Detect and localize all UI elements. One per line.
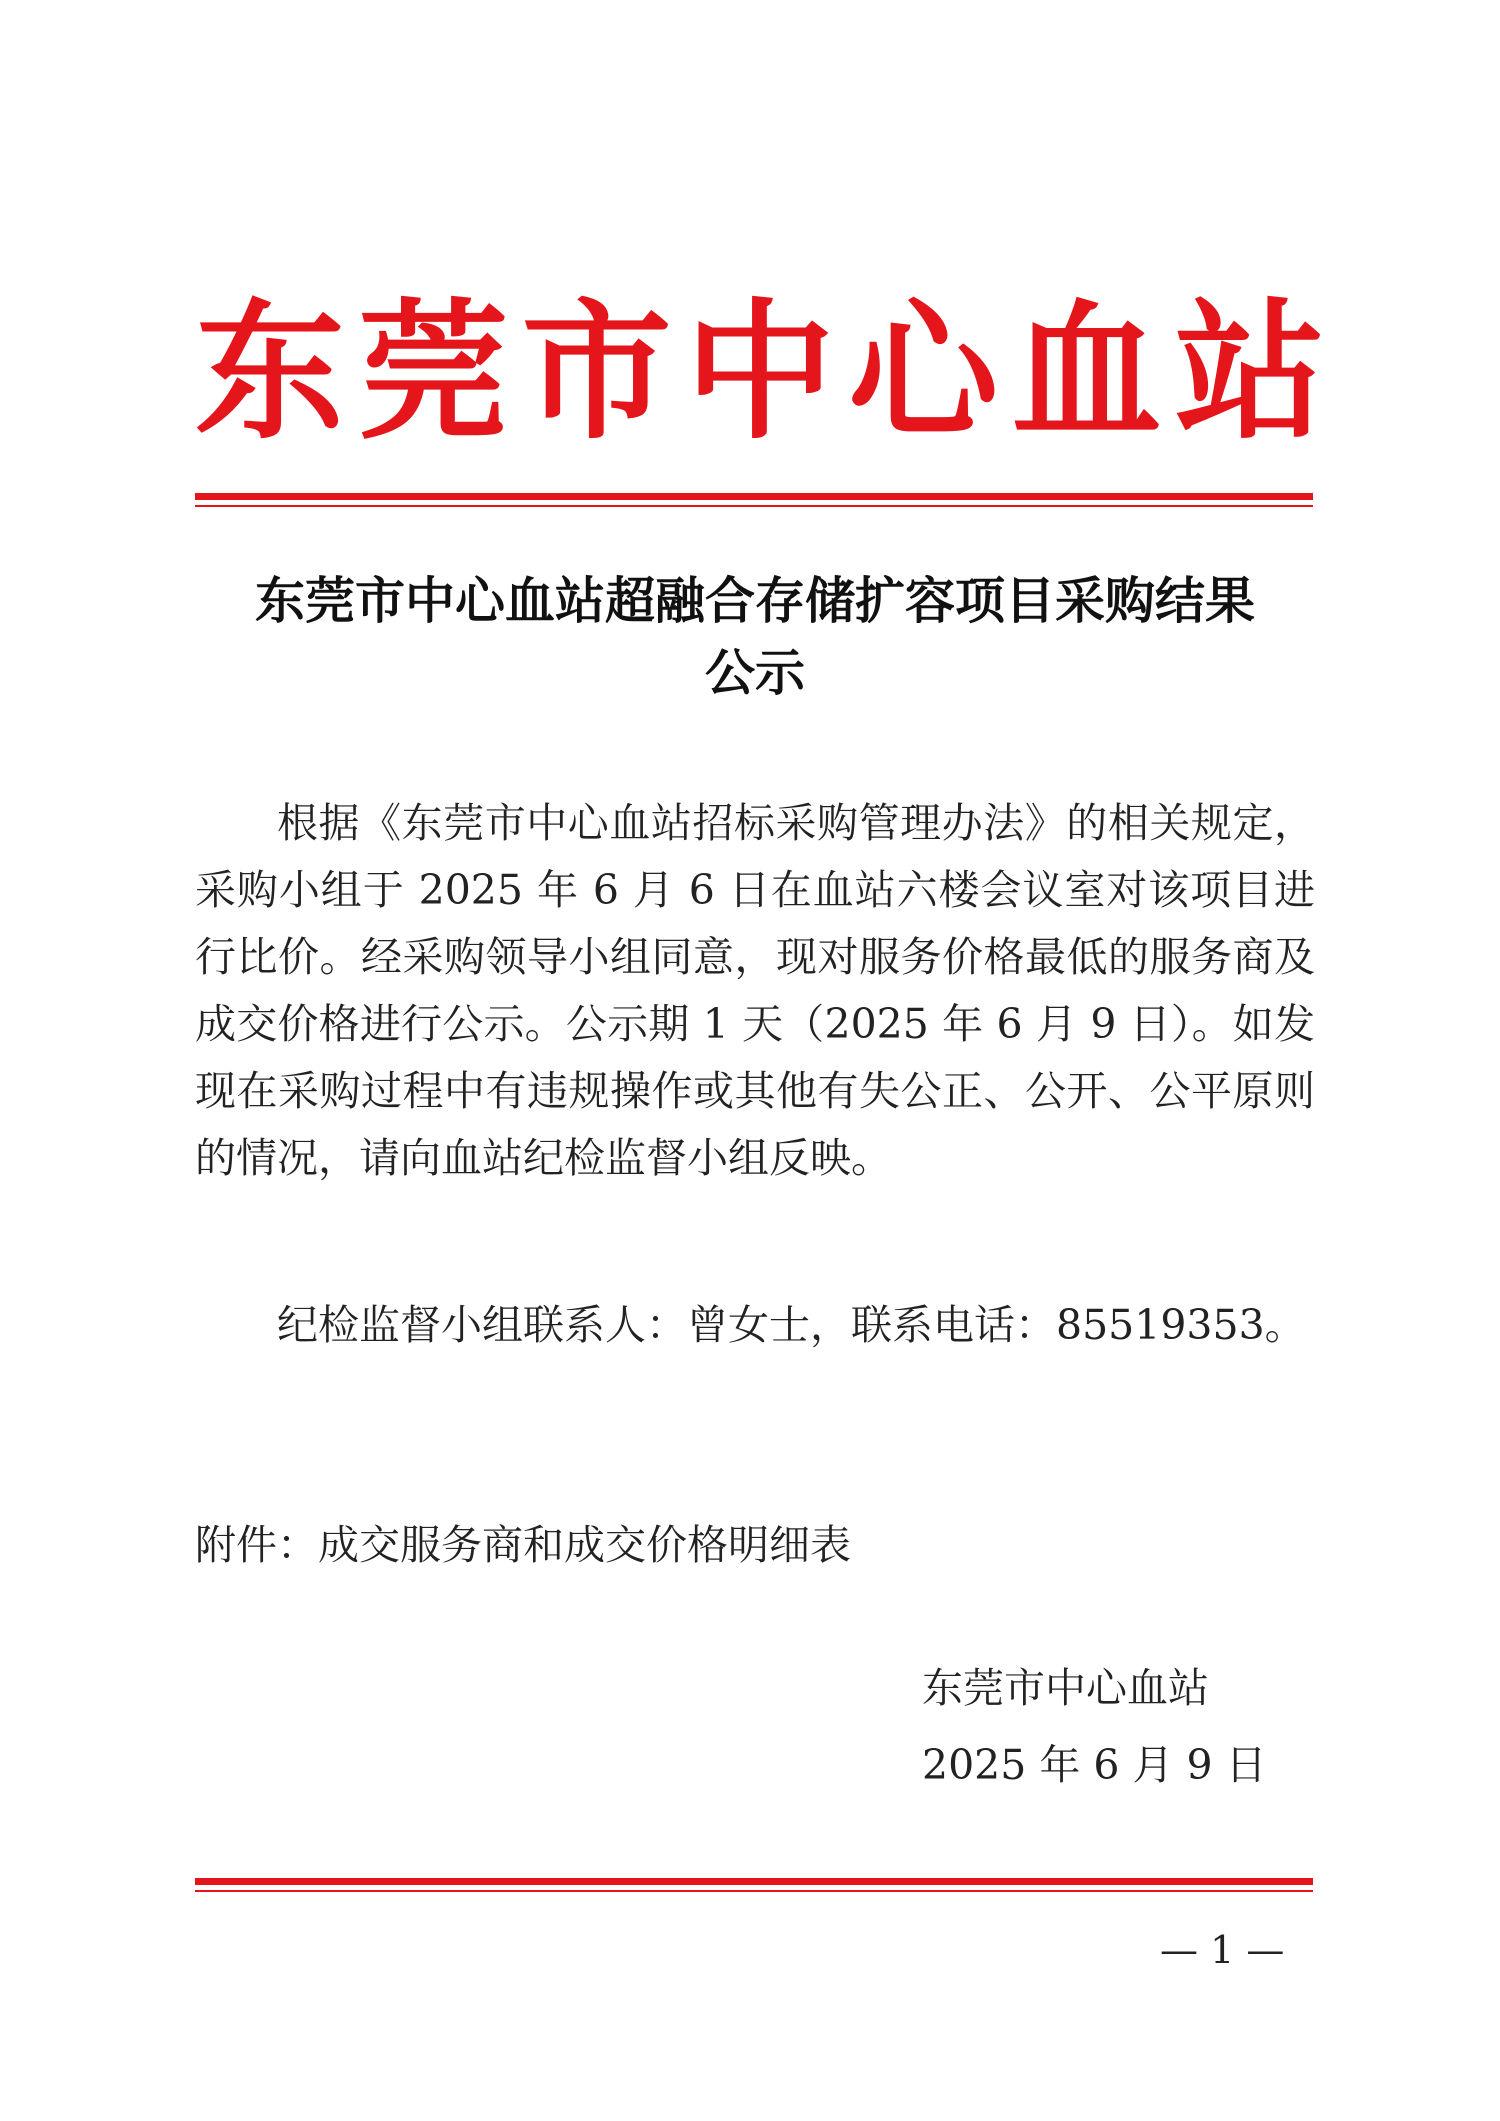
masthead-char: 中 [684,284,835,460]
page-number: — 1 — [1160,1928,1285,1972]
masthead-char: 心 [848,284,999,460]
masthead-divider-thin [195,505,1313,507]
masthead-char: 血 [1011,284,1162,460]
masthead-char: 莞 [358,284,509,460]
body-paragraph: 根据《东莞市中心血站招标采购管理办法》的相关规定，采购小组于 2025 年 6 月 6 日在血站六楼会议室对该项目进行比价。经采购领导小组同意，现对服务价格最低的服务商及成交价格进行公示。公示期 1 天（2025 年 6 月 9 日）。如发现在采购过程中有违规操作或其他有失公正、公开、公平原则的情况，请向血站纪检监督小组反映。 [195,799,1315,1182]
document-title [195,565,1315,709]
attachment-line: 附件：成交服务商和成交价格明细表 [195,1521,851,1569]
masthead-char: 站 [1174,284,1325,460]
contact-line: 纪检监督小组联系人：曾女士，联系电话：85519353。 [277,1301,1306,1349]
masthead-org-name [195,282,1325,462]
masthead-char: 市 [521,284,672,460]
document-title-line: 公示 [705,643,805,702]
masthead-divider-thick [195,493,1313,500]
signature-date: 2025 年 6 月 9 日 [922,1741,1267,1789]
signature-org: 东莞市中心血站 [922,1664,1209,1712]
document-title-line: 东莞市中心血站超融合存储扩容项目采购结果 [255,571,1255,630]
footer-divider-thin [195,1890,1313,1892]
footer-divider-thick [195,1878,1313,1885]
masthead-char: 东 [195,284,346,460]
